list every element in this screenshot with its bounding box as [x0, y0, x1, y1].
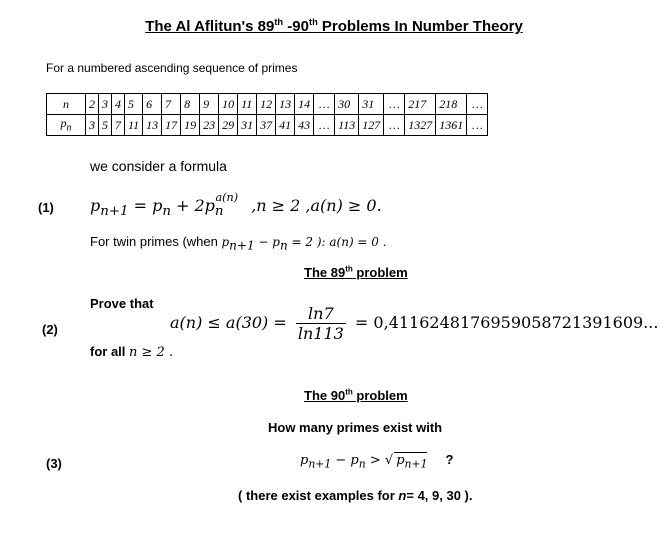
p-value-cell: 5	[99, 115, 112, 136]
n-value-cell: 4	[112, 94, 125, 115]
page-title: The Al Aflitun's 89th -90th Problems In Number Theory	[145, 17, 523, 35]
p-value-cell: 1327	[405, 115, 436, 136]
examples-text: ( there exist examples for n= 4, 9, 30 ).	[238, 488, 473, 503]
n-value-cell: 12	[257, 94, 276, 115]
n-value-cell: …	[384, 94, 405, 115]
sqrt-sign: √	[384, 453, 394, 468]
n-value-cell: …	[467, 94, 488, 115]
p-value-cell: …	[314, 115, 335, 136]
n-value-cell: 30	[335, 94, 359, 115]
p-value-cell: 13	[143, 115, 162, 136]
p-header-cell: $p_n$	[47, 115, 86, 136]
p-value-cell: 17	[162, 115, 181, 136]
sqrt-radicand: $p_{n+1}$	[396, 453, 428, 471]
formula-3: $p_{n+1} - p_n$ > √ $p_{n+1}$ ?	[300, 452, 454, 471]
n-value-cell: 2	[86, 94, 99, 115]
p-value-cell: …	[384, 115, 405, 136]
p-value-cell: 41	[276, 115, 295, 136]
p-value-cell: 43	[295, 115, 314, 136]
n-value-cell: 10	[219, 94, 238, 115]
n-value-cell: 5	[125, 94, 143, 115]
consider-text: we consider a formula	[90, 158, 227, 174]
p-value-cell: 1361	[436, 115, 467, 136]
n-value-cell: 8	[181, 94, 200, 115]
n-value-cell: 9	[200, 94, 219, 115]
p-value-cell: 29	[219, 115, 238, 136]
intro-text: For a numbered ascending sequence of primes	[46, 61, 298, 75]
n-header-cell: n	[47, 94, 86, 115]
twin-primes-note: For twin primes (when $p_{n+1} - p_n = 2$ ): a(n) = 0 .	[90, 234, 387, 253]
formula-1: $p_{n+1} = p_n + 2p_n^{a(n)}$ ,n ≥ 2 ,a(n) ≥ 0.	[90, 190, 382, 220]
how-many-text: How many primes exist with	[268, 420, 443, 435]
p-value-cell: 23	[200, 115, 219, 136]
table-row-p	[47, 115, 488, 136]
p-value-cell: …	[467, 115, 488, 136]
n-value-cell: 218	[436, 94, 467, 115]
n-value-cell: 217	[405, 94, 436, 115]
p-value-cell: 7	[112, 115, 125, 136]
eq3-number: (3)	[46, 456, 62, 471]
p-value-cell: 3	[86, 115, 99, 136]
formula-2: a(n) ≤ a(30) = $\frac{\ln 7}{\ln 113}$ = 0,41162481769590587213916​09...	[170, 304, 659, 343]
n-value-cell: 3	[99, 94, 112, 115]
p-value-cell: 127	[359, 115, 384, 136]
p-value-cell: 113	[335, 115, 359, 136]
prove-text: Prove that	[90, 296, 154, 311]
fraction: $\frac{\ln 7}{\ln 113}$	[297, 304, 344, 343]
primes-table	[46, 93, 488, 136]
p-value-cell: 37	[257, 115, 276, 136]
n-value-cell: 7	[162, 94, 181, 115]
p-value-cell: 19	[181, 115, 200, 136]
n-value-cell: 13	[276, 94, 295, 115]
forall-text: for all n ≥ 2 .	[90, 344, 174, 360]
n-value-cell: …	[314, 94, 335, 115]
table-row-n	[47, 94, 488, 115]
heading-89: The 89th problem	[304, 264, 408, 280]
n-value-cell: 11	[238, 94, 257, 115]
n-value-cell: 6	[143, 94, 162, 115]
p-value-cell: 31	[238, 115, 257, 136]
eq2-number: (2)	[42, 322, 58, 337]
eq1-number: (1)	[38, 200, 54, 215]
n-value-cell: 31	[359, 94, 384, 115]
n-value-cell: 14	[295, 94, 314, 115]
heading-90: The 90th problem	[304, 387, 408, 403]
p-value-cell: 11	[125, 115, 143, 136]
